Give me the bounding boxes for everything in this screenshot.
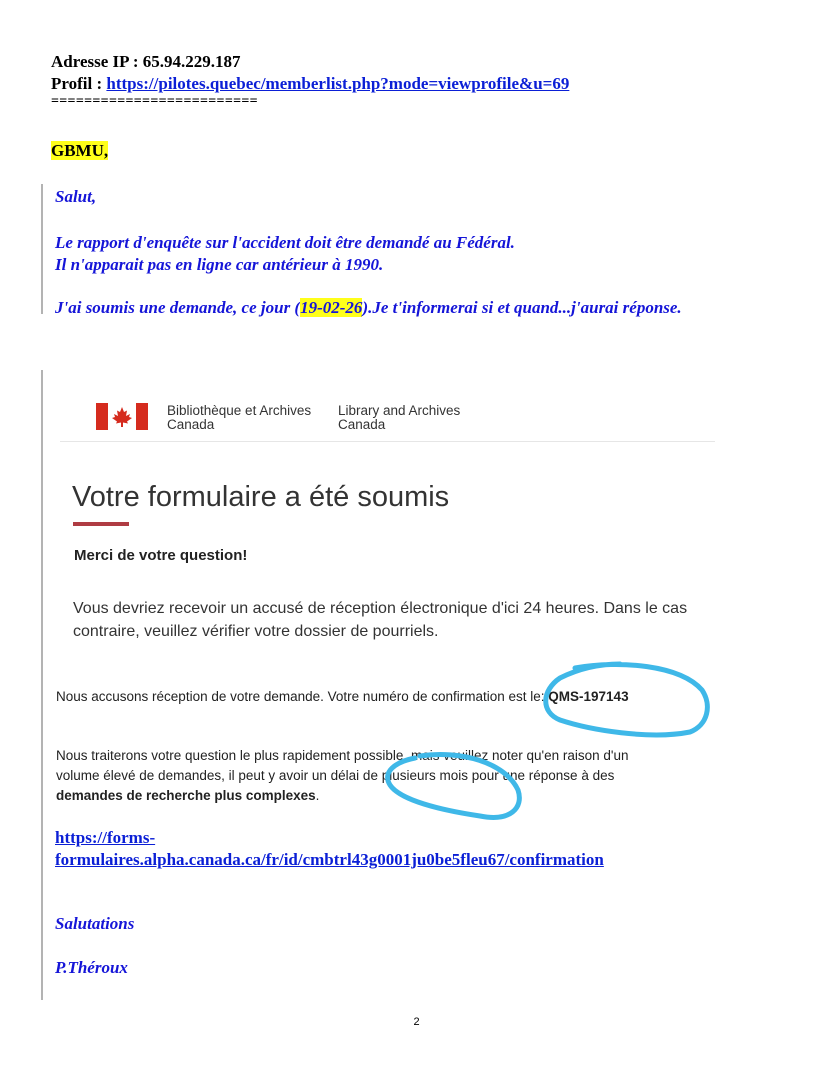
profile-label: Profil :: [51, 74, 107, 93]
org-fr-line-1: Bibliothèque et Archives: [167, 403, 312, 418]
profile-link[interactable]: https://pilotes.quebec/memberlist.php?mode=viewprofile&u=69: [106, 74, 570, 93]
form-submitted-title: Votre formulaire a été soumis: [72, 481, 450, 513]
confirmation-number: QMS-197143: [548, 689, 629, 704]
form-link-line-1[interactable]: https://forms-: [55, 828, 156, 847]
org-en-line-1: Library and Archives: [338, 403, 461, 418]
org-en-line-2: Canada: [338, 417, 386, 432]
message-line-2: Il n'apparait pas en ligne car antérieur à 1990.: [55, 255, 384, 274]
receipt-line-2: contraire, veuillez vérifier votre dossier de pourriels.: [73, 623, 439, 640]
processing-end: .: [315, 788, 320, 803]
greeting: Salut,: [55, 187, 97, 206]
ip-address-line: Adresse IP : 65.94.229.187: [51, 52, 241, 71]
confirmation-text: Nous accusons réception de votre demande. Votre numéro de confirmation est le:: [56, 689, 549, 704]
signature: P.Théroux: [55, 958, 128, 977]
form-link-line-2[interactable]: formulaires.alpha.canada.ca/fr/id/cmbtrl43g0001ju0be5fleu67/confirmation: [55, 850, 604, 869]
processing-bold: demandes de recherche plus complexes: [56, 788, 316, 803]
separator: =========================: [51, 94, 258, 109]
message-line-1: Le rapport d'enquête sur l'accident doit être demandé au Fédéral.: [55, 233, 515, 252]
org-fr-line-2: Canada: [167, 417, 215, 432]
page-number: 2: [413, 1016, 420, 1028]
circle-annotation-delay: [388, 754, 520, 817]
thanks-heading: Merci de votre question!: [74, 547, 248, 564]
closing: Salutations: [55, 914, 135, 933]
recipient-highlight: GBMU,: [51, 141, 109, 160]
circle-annotation-confirmation: [546, 664, 708, 735]
form-confirmation-link-block: [55, 827, 604, 871]
processing-line-2: volume élevé de demandes, il peut y avoir un délai de plusieurs mois pour une réponse à des: [56, 768, 615, 783]
processing-line-1: Nous traiterons votre question le plus rapidement possible, mais veuillez noter qu'en raison d'un: [56, 748, 629, 763]
message-line-3-start: J'ai soumis une demande, ce jour (: [55, 298, 301, 317]
receipt-line-1: Vous devriez recevoir un accusé de réception électronique d'ici 24 heures. Dans le cas: [73, 600, 688, 617]
date-highlight: 19-02-26: [300, 298, 363, 317]
message-line-3-end: ).Je t'informerai si et quand...j'aurai réponse.: [362, 298, 682, 317]
